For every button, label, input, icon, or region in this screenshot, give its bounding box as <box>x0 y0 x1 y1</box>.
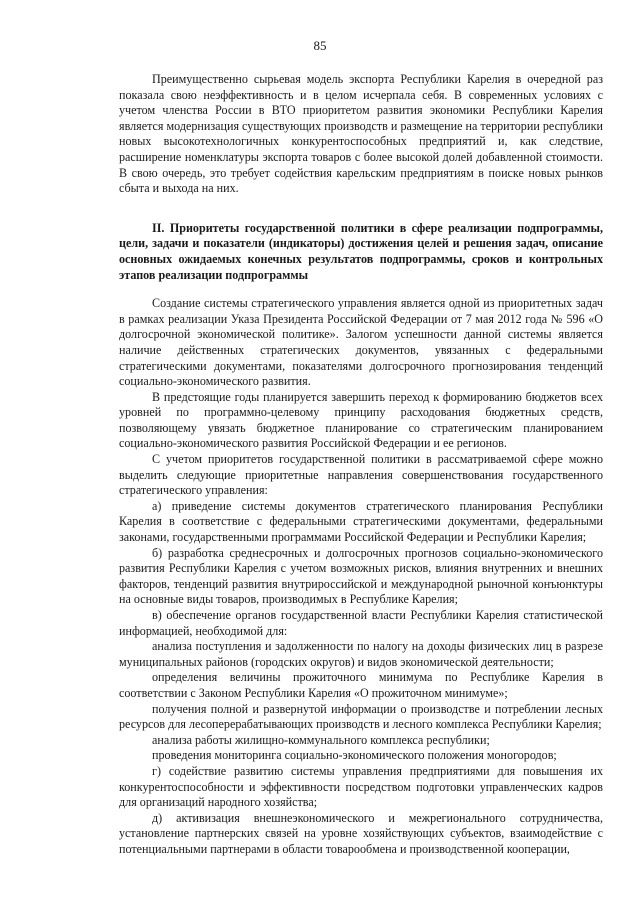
list-item: д) активизация внешнеэкономического и межрегионального сотрудничества, установление партнерских связей на уровне хозяйствующих субъектов, взаимодействие с потенциальными партнерами в области товарообмена и производственной кооперации, <box>119 810 603 856</box>
list-item: г) содействие развитию системы управления предприятиями для повышения их конкурентоспособности и эффективности посредством подготовки управленческих кадров для организаций народного хозяйства; <box>119 763 603 810</box>
sub-list-item: получения полной и развернутой информации о производстве и потреблении лесных ресурсов для лесоперерабатывающих производств и лесного комплекса Республики Карелия; <box>119 701 603 732</box>
page-number: 85 <box>313 38 327 53</box>
paragraph: С учетом приоритетов государственной политики в рассматриваемой сфере можно выделить следующие приоритетные направления совершенствования государственного стратегического управления: <box>119 452 603 498</box>
document-body <box>119 72 603 858</box>
intro-paragraph: Преимущественно сырьевая модель экспорта Республики Карелия в очередной раз показала свою неэффективность и в целом исчерпала себя. В современных условиях с учетом членства России в ВТО приоритетом развития экономики Республики Карелия является модернизация существующих производств и размещение на территории республики новых высокотехнологичных конкурентоспособных предприятий и, как следствие, расширение номенклатуры экспорта товаров с более высокой долей добавленной стоимости. В свою очередь, это требует содействия карельским предприятиям в поиске новых рынков сбыта и выхода на них. <box>119 72 603 196</box>
list-item: а) приведение системы документов стратегического планирования Республики Карелия в соответствие с федеральными стратегическими документами, федеральными законами, государственными программами Российской Федерации и Республики Карелия; <box>119 498 603 545</box>
list-item: в) обеспечение органов государственной власти Республики Карелия статистической информацией, необходимой для: <box>119 608 603 638</box>
list-item: б) разработка среднесрочных и долгосрочных прогнозов социально-экономического развития Республики Карелия с учетом возможных рисков, влияния внутренних и внешних факторов, тенденций развития внутрироссийской и международной рыночной конъюнктуры на основные виды товаров, производимых в Республике Карелия; <box>119 545 603 607</box>
sub-list-item: анализа поступления и задолженности по налогу на доходы физических лиц в разрезе муниципальных районов (городских округов) и видов экономической деятельности; <box>119 639 603 669</box>
paragraph: В предстоящие годы планируется завершить переход к формированию бюджетов всех уровней по программно-целевому принципу расходования бюджетных средств, позволяющему увязать бюджетное планирование со стратегическим планированием социально-экономического развития Российской Федерации и ее регионов. <box>119 389 603 451</box>
sub-list-item: анализа работы жилищно-коммунального комплекса республики; <box>152 732 490 747</box>
paragraph: Создание системы стратегического управления является одной из приоритетных задач в рамках реализации Указа Президента Российской Федерации от 7 мая 2012 года № 596 «О долгосрочной экономической политике». Залогом успешности данной системы является наличие действенных стратегических документов, увязанных с федеральными стратегическими документами, показателями долгосрочного прогнозирования тенденций социально-экономического развития. <box>119 296 603 389</box>
sub-list-item: проведения мониторинга социально-экономического положения моногородов; <box>152 748 557 763</box>
sub-list-item: определения величины прожиточного минимума по Республике Карелия в соответствии с Законом Республики Карелия «О прожиточном минимуме»; <box>119 670 603 700</box>
section-heading: II. Приоритеты государственной политики в сфере реализации подпрограммы, цели, задачи и показатели (индикаторы) достижения целей и решения задач, описание основных ожидаемых конечных результатов подпрограммы, сроков и контрольных этапов реализации подпрограммы <box>119 220 603 282</box>
